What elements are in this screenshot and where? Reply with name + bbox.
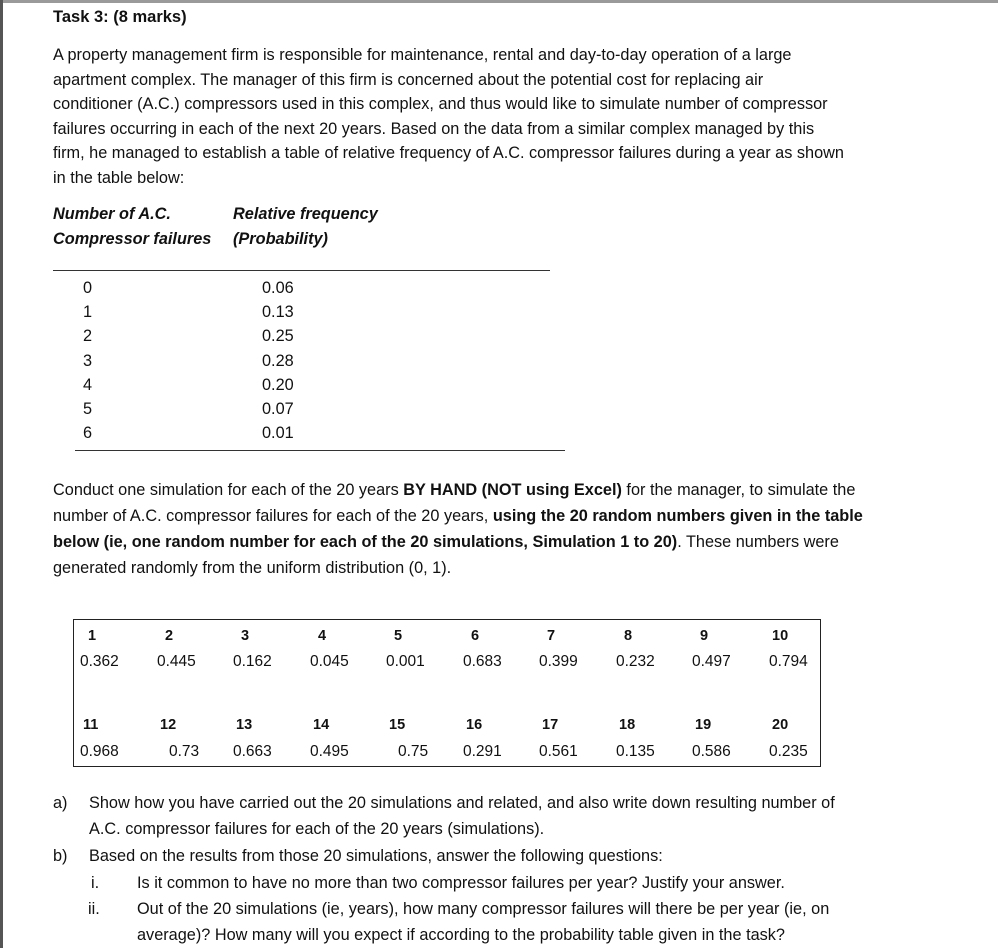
probability-cell: 0.28 (262, 351, 294, 370)
random-number-value: 0.663 (233, 743, 272, 760)
random-number-value: 0.135 (616, 743, 655, 760)
text: for the manager, to simulate the (621, 481, 856, 499)
text: Conduct one simulation for each of the 20 years (53, 481, 404, 499)
header-failures-1: Number of A.C. (53, 205, 171, 223)
random-number-value: 0.497 (692, 653, 731, 670)
simulation-number: 5 (394, 628, 403, 644)
header-probability-2: (Probability) (233, 230, 328, 248)
page-border-top (0, 0, 998, 3)
text: generated randomly from the uniform distribution (0, 1). (53, 559, 452, 577)
failures-cell: 1 (83, 303, 93, 322)
simulation-number: 4 (318, 628, 327, 644)
simulation-number: 7 (547, 628, 556, 644)
simulation-number: 15 (389, 717, 406, 733)
intro-line: firm, he managed to establish a table of relative frequency of A.C. compressor failures during a year as shown (53, 144, 844, 162)
question-ii-line: average)? How many will you expect if according to the probability table given in the task? (137, 926, 785, 944)
random-number-value: 0.045 (310, 653, 349, 670)
table-top-rule (53, 270, 550, 271)
random-number-value: 0.73 (169, 743, 200, 760)
intro-line: A property management firm is responsible for maintenance, rental and day-to-day operation of a large (53, 46, 792, 64)
probability-cell: 0.06 (262, 279, 294, 297)
question-b-line: Based on the results from those 20 simulations, answer the following questions: (89, 847, 663, 865)
simulation-number: 13 (236, 717, 253, 733)
simulation-number: 1 (88, 628, 97, 644)
marker-b: b) (53, 847, 68, 865)
table-bottom-rule (75, 450, 565, 451)
simulation-number: 2 (165, 628, 174, 644)
question-a-line: A.C. compressor failures for each of the 20 years (simulations). (89, 820, 545, 838)
failures-cell: 0 (83, 279, 93, 297)
question-ii-line: Out of the 20 simulations (ie, years), how many compressor failures will there be per year (ie, on (137, 900, 830, 918)
marker-ii: ii. (88, 900, 100, 918)
random-number-value: 0.001 (386, 653, 425, 670)
random-number-value: 0.495 (310, 743, 349, 760)
probability-cell: 0.20 (262, 375, 294, 394)
simulation-number: 6 (471, 628, 480, 644)
random-number-value: 0.75 (398, 743, 429, 760)
random-number-value: 0.162 (233, 653, 272, 670)
simulation-number: 20 (772, 717, 789, 733)
emphasis: using the 20 random numbers given in the table (492, 507, 863, 525)
text: . These numbers were (677, 533, 839, 551)
simulation-number: 8 (624, 628, 633, 644)
simulation-number: 19 (695, 717, 712, 733)
random-number-value: 0.586 (692, 743, 731, 760)
text: number of A.C. compressor failures for each of the 20 years, (53, 507, 493, 525)
random-number-value: 0.968 (80, 743, 119, 760)
simulation-number: 14 (313, 717, 330, 733)
intro-line: apartment complex. The manager of this firm is concerned about the potential cost for replacing air (53, 70, 764, 89)
probability-cell: 0.07 (262, 400, 294, 418)
intro-line: failures occurring in each of the next 20 years. Based on the data from a similar complex managed by this (53, 119, 815, 138)
simulation-number: 12 (160, 717, 177, 733)
probability-cell: 0.25 (262, 327, 294, 346)
failures-cell: 2 (83, 327, 93, 346)
simulation-number: 18 (619, 717, 636, 733)
random-number-value: 0.399 (539, 653, 578, 670)
failures-cell: 4 (83, 375, 93, 394)
probability-cell: 0.01 (262, 424, 294, 443)
marker-i: i. (91, 874, 100, 892)
random-number-value: 0.362 (80, 653, 119, 670)
header-failures-2: Compressor failures (53, 230, 212, 248)
failures-cell: 3 (83, 351, 93, 370)
page-border-left (0, 0, 3, 948)
task-title: Task 3: (8 marks) (53, 8, 187, 26)
intro-line: conditioner (A.C.) compressors used in this complex, and thus would like to simulate number of compressor (53, 95, 828, 113)
random-number-value: 0.291 (463, 743, 502, 760)
emphasis: below (ie, one random number for each of the 20 simulations, Simulation 1 to 20) (53, 533, 678, 551)
question-i-line: Is it common to have no more than two compressor failures per year? Justify your answer. (137, 874, 785, 892)
random-number-value: 0.235 (769, 743, 808, 760)
failures-cell: 5 (83, 400, 93, 418)
emphasis: BY HAND (NOT using Excel) (403, 481, 622, 499)
random-number-value: 0.794 (769, 653, 808, 670)
random-number-value: 0.232 (616, 653, 655, 670)
random-number-value: 0.683 (463, 653, 502, 670)
simulation-number: 11 (83, 717, 99, 733)
marker-a: a) (53, 794, 68, 812)
random-number-value: 0.561 (539, 743, 578, 760)
probability-cell: 0.13 (262, 303, 294, 322)
question-a-line: Show how you have carried out the 20 simulations and related, and also write down resulting number of (89, 794, 835, 812)
simulation-number: 16 (466, 717, 483, 733)
random-number-value: 0.445 (157, 653, 196, 670)
simulation-number: 3 (241, 628, 250, 644)
simulation-number: 10 (772, 628, 789, 644)
simulation-number: 17 (542, 717, 559, 733)
failures-cell: 6 (83, 424, 93, 443)
simulation-number: 9 (700, 628, 709, 644)
header-probability-1: Relative frequency (233, 205, 378, 223)
intro-line: in the table below: (53, 168, 185, 187)
